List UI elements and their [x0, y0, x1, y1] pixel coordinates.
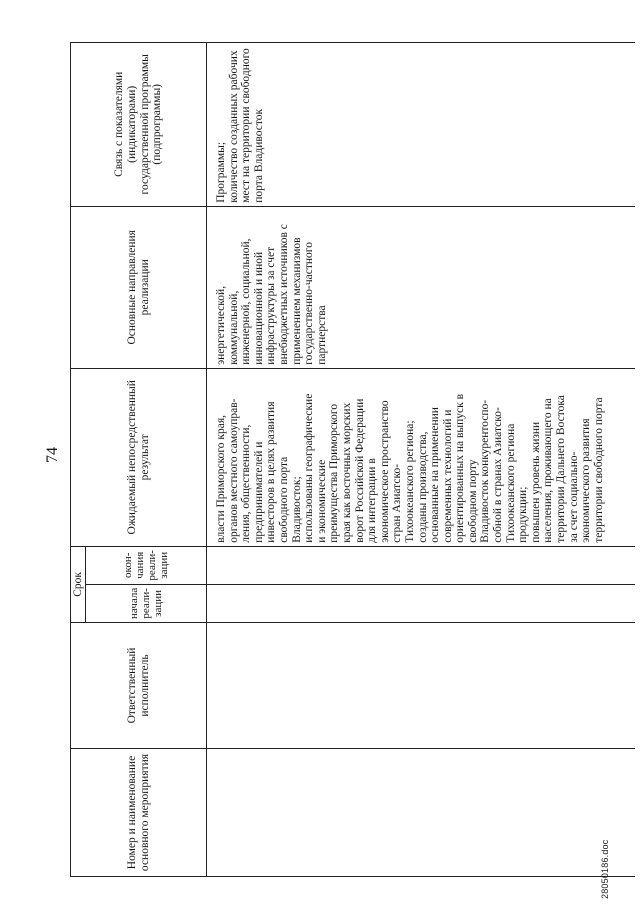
document-code: 28050186.doc: [600, 839, 610, 899]
cell-measure: [207, 749, 636, 877]
header-term: Срок: [71, 546, 86, 622]
header-directions: Основные направления реализации: [71, 206, 207, 368]
measures-table: [70, 42, 635, 877]
header-executor: Ответственный исполнитель: [71, 623, 207, 749]
header-measure: Номер и наименование основного мероприятия: [71, 749, 207, 877]
cell-directions: энергетической, коммунальной, инженерной, социальной, инновационной и иной инфраструктуры за счет внебюджетных источников с применением механизмов государственно-частного партнерства: [207, 206, 636, 368]
cell-executor: [207, 623, 636, 749]
header-term-start: начала реали- зации: [86, 584, 207, 622]
cell-term-start: [207, 584, 636, 622]
table-row: [207, 42, 636, 876]
cell-indicators: Программы; количество созданных рабочих мест на территории свободного порта Владивосток: [207, 42, 636, 206]
cell-result: власти Приморского края, органов местного самоуправ- ления, общественности, предпринимателей и инвесторов в целях развития свободного порта Владивосток; использованы географические и экономические преимущества Приморского края как восточных морских ворот Российской Федерации для интеграции в экономическое пространство стран Азиатско- Тихоокеанского региона; созданы производства, основанные на применении современных технологий и ориентированных на выпуск в свободном порту Владивосток конкурентоспо- собной в странах Азиатско- Тихоокеанского региона продукции; повышен уровень жизни населения, проживающего на территории Дальнего Востока за счет социально- экономического развития территории свободного порта: [207, 368, 636, 546]
cell-term-end: [207, 546, 636, 584]
header-term-end: окон- чания реали- зации: [86, 546, 207, 584]
page-number: 74: [44, 447, 61, 463]
header-indicators: Связь с показателями (индикаторами) государственной программы (подпрограммы): [71, 42, 207, 206]
header-result: Ожидаемый непосредственный результат: [71, 368, 207, 546]
header-row: [71, 42, 86, 876]
